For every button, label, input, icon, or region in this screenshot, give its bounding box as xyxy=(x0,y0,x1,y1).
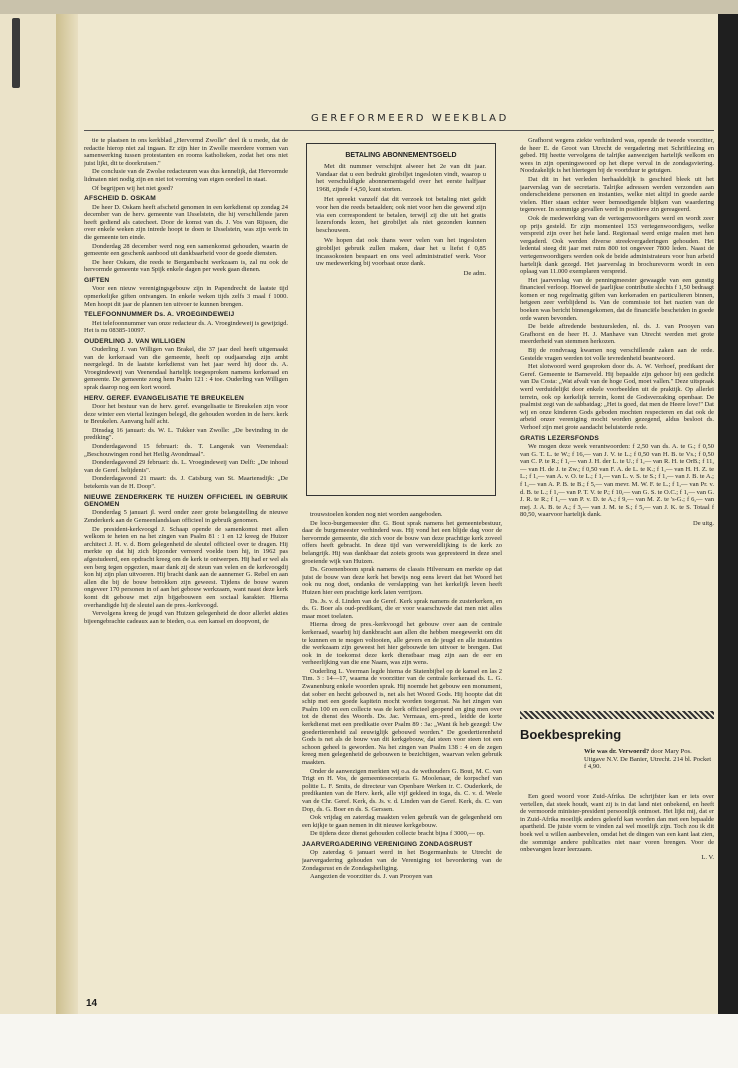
section-heading: HERV. GEREF. EVANGELISATIE TE BREUKELEN xyxy=(84,394,244,402)
section-heading: GRATIS LEZERSFONDS xyxy=(520,434,599,442)
scan-top-strip xyxy=(0,0,738,14)
page-number: 14 xyxy=(86,998,98,1009)
section-heading: OUDERLING J. VAN WILLIGEN xyxy=(84,337,186,345)
paragraph: We mogen deze week verantwoorden: f 2,50 van ds. A. te G.; f 0,50 van G. T. L. te W.; f 16,— van J. V. te L.; f 0,50 van H. B. te Vs.; f 0,50 van C. P. te R.; f 1,— van J. H. der L. te U.; f 1,— van R. H. te OrB.; f 11,— van H. de J. te Zw.; f 0,50 van F. A. de L. te K.; f 1,— van H. H. Z. te L.; f 1,— van A. v. O. te L.; f 1,— van L. v. S. te S.; f 1,— van J. B. te A.; f 1,— van A. P. B. te B.; f 5,— van mevr. M. W. F. te L.; f 1,— van Pr. v. d. B. te L.; f 1,— van P. T. V. te P.; f 10,— van G. S. te O.C.; f 1,— van G. J. R. te R.; f 1,— van P. v. D. te A.; f 9,— van M. Z. te 's-G.; f 6,— van mej. J. A. B. te A.; f 3,— van J. M. te S.; f 5,— van J. K. te S. Totaal f 80,50, waarvoor hartelijk dank. xyxy=(520,442,714,519)
paragraph: De heer D. Oskam heeft afscheid genomen in een kerkdienst op zondag 24 december van de herv. gemeente van IJsselstein, die hij verschillende jaren heeft gediend als catecheet. Door de komst van ds. J. Vos van Rijssen, die over enkele weken zijn intrede hoopt te doen te IJsselstein, was zijn werk in die gemeente ten einde. xyxy=(84,203,288,241)
scan-bottom-margin xyxy=(0,1014,738,1068)
paragraph: Ouderling J. van Willigen van Brakel, die 37 jaar deel heeft uitgemaakt van de kerkeraad van die gemeente, heeft op oudjaarsdag zijn ambt neergelegd. In de laatste kerkdienst van het jaar werd hij door ds. A. Vroegindeweij van Veenendaal hartelijk toegesproken namens kerkeraad en gemeente. De gemeente zong hem Psalm 121 : 4 toe. Ouderling van Willigen sprak daarop nog een kort woord. xyxy=(84,346,288,392)
paragraph: Ds. Groenenboom sprak namens de classis Hilversum en merkte op dat juist de bouw van deze kerk het bewijs nog eens levert dat het Woord het ook nu nog doet, ondanks de verslapping van het kerkelijk leven heeft Huizen hier een prachtige kerk laten verrijzen. xyxy=(302,566,502,596)
paragraph: Dinsdag 16 januari: ds. W. L. Tukker van Zwolle: „De bevinding in de prediking". xyxy=(84,426,288,442)
paragraph: Dat dit in het verleden herhaaldelijk is geschied bleek uit het jaarverslag van de secretaris. Talrijke adressen werden verzonden aan onderscheidene personen en instanties, welke niet altijd in goede aarde vielen. Hier staan echter weer bemoedigende blijken van waardering tegenover. In sommige gevallen werd in positieve zin gereageerd. xyxy=(520,175,714,214)
section-heading: JAARVERGADERING VERENIGING ZONDAGSRUST xyxy=(302,840,473,848)
book-review-text xyxy=(520,793,714,861)
reviewer-initials: L. V. xyxy=(701,853,714,861)
paragraph: Ouderling L. Veerman legde hierna de Statenbijbel op de kansel en las 2 Tim. 3 : 14—17, waarna de voorzitter van de centrale kerkeraad ds. L. G. Zwanenburg enkele woorden sprak. Hij noemde het gebouw een monument, dat sober en hecht gebouwd is, net als het Woord Gods. Hij hoopte dat dit schip met een goede kapitein mocht worden toegerust. Na het zingen van Psalm 100 en een collecte was de kerk officieel geopend en ging men over tot de dienst des Woords. Ds. Jac. Vermaas, em.-pred., leidde de korte kerkdienst met een predikatie over Psalm 89 : 3a: „Want ik heb gezegd: Uw goedertierenheid zal eeuwiglijk gebouwd worden." De goedertierenheid Gods is net als de bouw van dit kerkgebouw, dat steen voor steen tot een schoon geheel is geworden. Na het zingen van Psalm 138 : 4 en de zegen kreeg men gelegenheid de gebouwen te bezichtigen, waarvan velen gebruik maakten. xyxy=(302,667,502,766)
book-review-title: Boekbespreking xyxy=(520,727,622,742)
paragraph: De tijdens deze dienst gehouden collecte bracht bijna f 3000,— op. xyxy=(310,830,485,838)
paragraph: Voor een nieuw verenigingsgebouw zijn in Papendrecht de laatste tijd opmerkelijke giften ontvangen. In enkele weken tijds zelfs 3 maal f 1000. Men hoopt dit jaar de plannen ten uitvoer te kunnen brengen. xyxy=(84,285,288,308)
paragraph: Met dit nummer verschijnt alweer het 2e van dit jaar. Vandaar dat u een bedrukt girobiljet ingesloten vindt, waarop u het verschuldigde abonnementsgeld over het eerste halfjaar 1968, zijnde f 4,50, kunt storten. xyxy=(316,162,486,194)
paragraph: De conclusie van de Zwolse redacteuren was dus kennelijk, dat Hervormde lidmaten niet nodig zijn en niet tot vorming van eigen oordeel in staat. xyxy=(84,168,288,183)
paragraph: Vervolgens kreeg de jeugd van Huizen gelegenheid de door allerlei akties bijeengebrachte cadeaux aan te bieden, o.a. een kansel en doopvont, de xyxy=(84,610,288,625)
paragraph: Ds. Js. v. d. Linden van de Geref. Kerk sprak namens de zusterkerken, en ds. G. Boer als oud-predikant, die er voor waarschuwde dat men niet alles maar moet toelaten. xyxy=(302,597,502,620)
paragraph: Donderdagavond 21 maart: ds. J. Catsburg van St. Maartensdijk: „De betekenis van de H. Doop". xyxy=(84,475,288,490)
section-heading: TELEFOONNUMMER Ds. A. VROEGINDEWEIJ xyxy=(84,311,235,319)
section-heading: AFSCHEID D. OSKAM xyxy=(84,195,156,203)
paragraph: De heer Oskam, die reeds te Bergambacht werkzaam is, zal nu ook de hervormde gemeente van Spijk enkele dagen per week gaan dienen. xyxy=(84,258,288,274)
paragraph: De loco-burgemeester dhr. G. Bout sprak namens het gemeentebestuur, daar de burgemeester verhinderd was. Hij vond het een blijde dag voor de hervormde gemeente, die zich voor de bouw van deze prachtige kerk zoveel offers heeft gebracht. In deze tijd van verwereldlijking is de kerk zo belangrijk. Hij was dankbaar dat zoiets groots was gepresteerd in deze snel groeiende wijk van Huizen. xyxy=(302,519,502,565)
paragraph: Onder de aanwezigen merkten wij o.a. de wethouders G. Bout, M. C. van Trigt en H. Vos, de gemeentesecretaris G. Moolenaar, de korpschef van politie L. F. Smits, de directeur van Openbare Werken ir. C. Ouderkerk, de predikanten van de Herv. kerk, alle vijf gekleed in toga, ds. C. v. d. Weele van de Chr. Geref. Kerk, ds. Js. v. d. Linden van de Geref. Kerk, ds. C. van Dop, ds. G. Boer en ds. S. Gerssen. xyxy=(302,767,502,813)
book-title: Wie was dr. Verwoerd? xyxy=(584,748,650,755)
paragraph: trouwstoelen konden nog niet worden aangeboden. xyxy=(310,511,443,518)
paragraph: Donderdagavond 29 februari: ds. L. Vroegindeweij van Delft: „De inhoud van de Geref. belijdenis". xyxy=(84,459,288,474)
paragraph: Een goed woord voor Zuid-Afrika. De schrijfster kan er iets over vertellen, dat steek houdt, want zij is in dat land niet onbekend, en heeft de vermoorde minister-president persoonlijk ontmoet. Het lijkt mij, dat er in Zuid-Afrika moeilijk anders geleefd kan worden dan met een bepaalde apartheid. De juiste vorm te vinden zal wel moeilijk zijn. Toch zou ik dit boek wel u willen aanbevelen, omdat het de dingen van een kant laat zien, die sommige andere publicaties niet naar voren brengen. Voor de onbevangen lezer leerzaam. xyxy=(520,793,714,854)
section-heading: GIFTEN xyxy=(84,276,110,284)
page-binding-edge xyxy=(56,14,78,1014)
paragraph: Grafhorst wegens ziekte verhinderd was, opende de tweede voorzitter, de heer E. de Groot van Utrecht de vergadering met Schriftlezing en gebed. Hij heette vervolgens de talrijke aanwezigen hartelijk welkom en wees in zijn openingswoord op het diepe verval in de zondagsviering. Noodzakelijk is het hiertegen bij de voortduur te getuigen. xyxy=(520,137,714,175)
book-publication-info: door Mary Pos. Uitgave N.V. De Banier, Utrecht. 214 bl. Pocket f 4,90. xyxy=(584,748,712,771)
paragraph: Donderdagavond 15 februari: ds. T. Langerak van Veenendaal: „Beschouwingen rond het Heilig Avondmaal". xyxy=(84,443,288,458)
paragraph: Het telefoonnummer van onze redacteur ds. A. Vroegindeweij is gewijzigd. Het is nu 08385-10097. xyxy=(84,319,288,335)
paragraph: Het spreekt vanzelf dat dit verzoek tot betaling niet geldt voor hen die reeds betaalden; ook niet voor hen die gewend zijn via een correspondent te betalen, terwijl zij die uit het gratis lezersfonds lezen, het girobiljet als niet gezonden kunnen beschouwen. xyxy=(316,195,486,235)
paragraph: We hopen dat ook thans weer velen van het ingesloten girobiljet gebruik zullen maken, daar het u liefst f 0,85 incassokosten bespaart en ons veel administratief werk. Voor uw medewerking bij voorbaat onze dank. xyxy=(316,236,486,268)
paragraph: Het slotwoord werd gesproken door ds. A. W. Verhoef, predikant der Geref. Gemeente te Barneveld. Hij bepaalde zijn gehoor bij een gedicht van Da Costa: „Wat afvalt van de hoge God, moet vallen." Deze uitspraak werd verduidelijkt door enkele voorbeelden uit de praktijk. Op allerlei terrein, ook op kerkelijk terrein, komt de Godsverzaking openbaar. De psalmist zegt van de sabbatdag: „Het is goed, dat men de Heere love!" Dat wij en onze kinderen Gods geboden mochten respecteren en dat ook de arbeid onzer vereniging mocht worden gezegend, aldus besloot ds. Verhoef zijn met grote aandacht beluisterde rede. xyxy=(520,363,714,431)
running-title: GEREFORMEERD WEEKBLAD xyxy=(311,113,509,124)
paragraph: Het jaarverslag van de penningmeester gewaagde van een gunstig financieel verloop. Hoewel de jaarlijkse contributie slechts f 1,50 bedraagt komen er nog regelmatig giften van kerkeraden en particulieren binnen, hetgeen zeer verblijdend is. Van de commissie tot het nazien van de boeken was bericht binnengekomen, dat de financiële bescheiden in goede orde waren bevonden. xyxy=(520,276,714,322)
paragraph: Donderdag 5 januari jl. werd onder zeer grote belangstelling de nieuwe Zenderkerk aan de Gemeenlandslaan officieel in gebruik genomen. xyxy=(84,509,288,524)
paragraph: Of begrijpen wij het niet goed? xyxy=(92,184,174,192)
paragraph: Op zaterdag 6 januari werd in het Bogermanhuis te Utrecht de jaarvergadering gehouden van de Vereniging tot bevordering van de Zondagsrust en de Zondagsheiliging. xyxy=(302,849,502,872)
paragraph: Aangezien de voorzitter ds. J. van Prooyen van xyxy=(310,873,433,881)
header-rule xyxy=(84,130,714,131)
binder-clip xyxy=(12,18,20,88)
paragraph: Bij de rondvraag kwamen nog verschillende zaken aan de orde. Gestelde vragen werden tot volle tevredenheid beantwoord. xyxy=(520,347,714,362)
paragraph: De president-kerkvoogd J. Schaap opende de samenkomst met allen welkom te heten en na het zingen van Psalm 81 : 1 en 12 kreeg de Huizer architect J. H. v. d. Born gelegenheid de sleutel officieel over te dragen. Hij merkte op dat hij zich bijzonder verreerd voelde toen hij, in 1962 pas afgestudeerd, een opdracht kreeg om de kerk te ontwerpen. Hij had er wel als een berg tegen opgezien, maar dank zij de steun van velen en de kerkvoogdij kon hij zijn plan uitvoeren. Hij bracht dank aan de aannemer G. Rebel en aan allen die bij de bouw betrokken zijn geweest. Tijdens de bouw waren ongeveer 170 personen in of aan het gebouw werkzaam, want naast deze kerk komt dit gebouw met zijn bijgebouwen een sociaal karakter. Hierna overhandigde hij de sleutel aan de pres.-kerkvoogd. xyxy=(84,525,288,609)
notice-signature: De adm. xyxy=(463,270,486,278)
fund-signature: De uitg. xyxy=(693,519,714,527)
column-3 xyxy=(520,137,714,715)
paragraph: Ook de medewerking van de vertegenwoordigers werd en wordt zeer op prijs gesteld. Er zijn momenteel 153 vertegenwoordigers, welke verspreid zijn over het hele land. Regionaal werd enige malen met hen vergaderd. Ook werden diverse streekvergaderingen gehouden. Het ledental steeg dit jaar met ruim 800 tot ongeveer 7800 leden. Naast de vertegenwoordigers werden ook de beide administrateurs voor hun arbeid hartelijk dank gezegd. Het jaarverslag in brochurevorm wordt in een oplaag van 11.000 exemplaren verspreid. xyxy=(520,214,714,276)
column-1 xyxy=(84,137,288,993)
book-details xyxy=(584,748,712,771)
column-2 xyxy=(302,511,502,993)
subscription-notice-box xyxy=(306,143,496,496)
paragraph: Ook vrijdag en zaterdag maakten velen gebruik van de gelegenheid om een kijkje te gaan nemen in dit nieuwe kerkgebouw. xyxy=(302,814,502,829)
paragraph: tie te plaatsen in ons kerkblad „Hervormd Zwolle" deel ik u mede, dat de redactie hierop niet zal ingaan. Er zijn hier in Zwolle meerdere vormen van samenwerking tussen protestanten en rooms katholieken, zodat het ons niet juist lijkt, dit te doorkruisen." xyxy=(84,137,288,167)
paragraph: Hierna droeg de pres.-kerkvoogd het gebouw over aan de centrale kerkeraad, waarbij hij dankbracht aan allen die hebben meegewerkt om dit te kunnen en te mogen voltooien, alle gevers en de jeugd en alle instanties die werkzaam zijn geweest het hier gebouwde ten uitvoer te brengen. Dat ook in de toekomst deze kerk dienstbaar mag zijn aan de eer en verheerlijking van die ene Naam, was zijn wens. xyxy=(302,621,502,667)
section-heading: NIEUWE ZENDERKERK TE HUIZEN OFFICIEEL IN GEBRUIK GENOMEN xyxy=(84,493,288,508)
scan-dark-edge xyxy=(718,14,738,1014)
hatched-divider xyxy=(520,711,714,719)
paragraph: Donderdag 28 december werd nog een samenkomst gehouden, waarin de gemeente een geschenk aanbood uit dankbaarheid voor de goede diensten. xyxy=(84,242,288,258)
paragraph: De beide aftredende bestuursleden, nl. ds. J. van Prooyen van Grafhorst en de heer H. J. Manhave van Utrecht werden met grote meerderheid van stemmen herkozen. xyxy=(520,323,714,346)
notice-heading: BETALING ABONNEMENTSGELD xyxy=(345,152,457,159)
paragraph: Door het bestuur van de herv. geref. evangelisatie te Breukelen zijn voor deze winter een viertal lezingen belegd, die gehouden worden in de herv. kerk te Breukelen. Aanvang half acht. xyxy=(84,403,288,426)
